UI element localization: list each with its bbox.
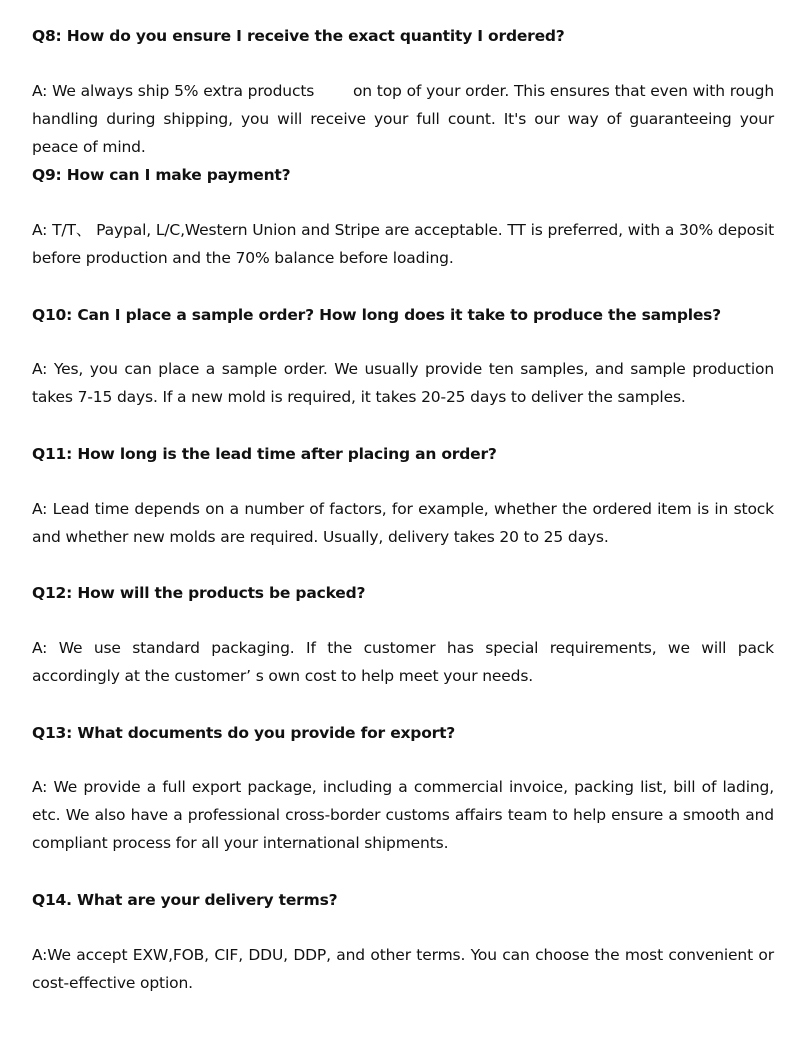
faq-answer-q13: A: We provide a full export package, including a commercial invoice, packing list, bill of lading, etc. We also have a professional cross-border customs affairs team to help ensure a smooth and compliant process for all your international shipments.	[32, 778, 774, 852]
faq-answer-q8: A: We always ship 5% extra products on top of your order. This ensures that even with rough handling during shipping, you will receive your full count. It's our way of guaranteeing your peace of mind.	[32, 82, 779, 156]
faq-answer-q14: A:We accept EXW,FOB, CIF, DDU, DDP, and other terms. You can choose the most convenient or cost-effective option.	[32, 946, 774, 992]
faq-question-q13: Q13: What documents do you provide for export?	[32, 724, 456, 742]
faq-question-q11: Q11: How long is the lead time after placing an order?	[32, 445, 497, 463]
faq-answer-q10: A: Yes, you can place a sample order. We usually provide ten samples, and sample production takes 7-15 days. If a new mold is required, it takes 20-25 days to deliver the samples.	[32, 360, 774, 406]
faq-question-q14: Q14. What are your delivery terms?	[32, 891, 338, 909]
faq-question-q9: Q9: How can I make payment?	[32, 166, 291, 184]
faq-question-q10: Q10: Can I place a sample order? How long does it take to produce the samples?	[32, 306, 721, 324]
faq-question-q12: Q12: How will the products be packed?	[32, 584, 366, 602]
faq-question-q8: Q8: How do you ensure I receive the exact quantity I ordered?	[32, 27, 565, 45]
faq-answer-q9: A: T/T、 Paypal, L/C,Western Union and Stripe are acceptable. TT is preferred, with a 30% deposit before production and the 70% balance before loading.	[32, 221, 774, 267]
faq-answer-q11: A: Lead time depends on a number of factors, for example, whether the ordered item is in stock and whether new molds are required. Usually, delivery takes 20 to 25 days.	[32, 500, 774, 546]
faq-answer-q12: A: We use standard packaging. If the customer has special requirements, we will pack accordingly at the customer’ s own cost to help meet your needs.	[32, 639, 774, 685]
